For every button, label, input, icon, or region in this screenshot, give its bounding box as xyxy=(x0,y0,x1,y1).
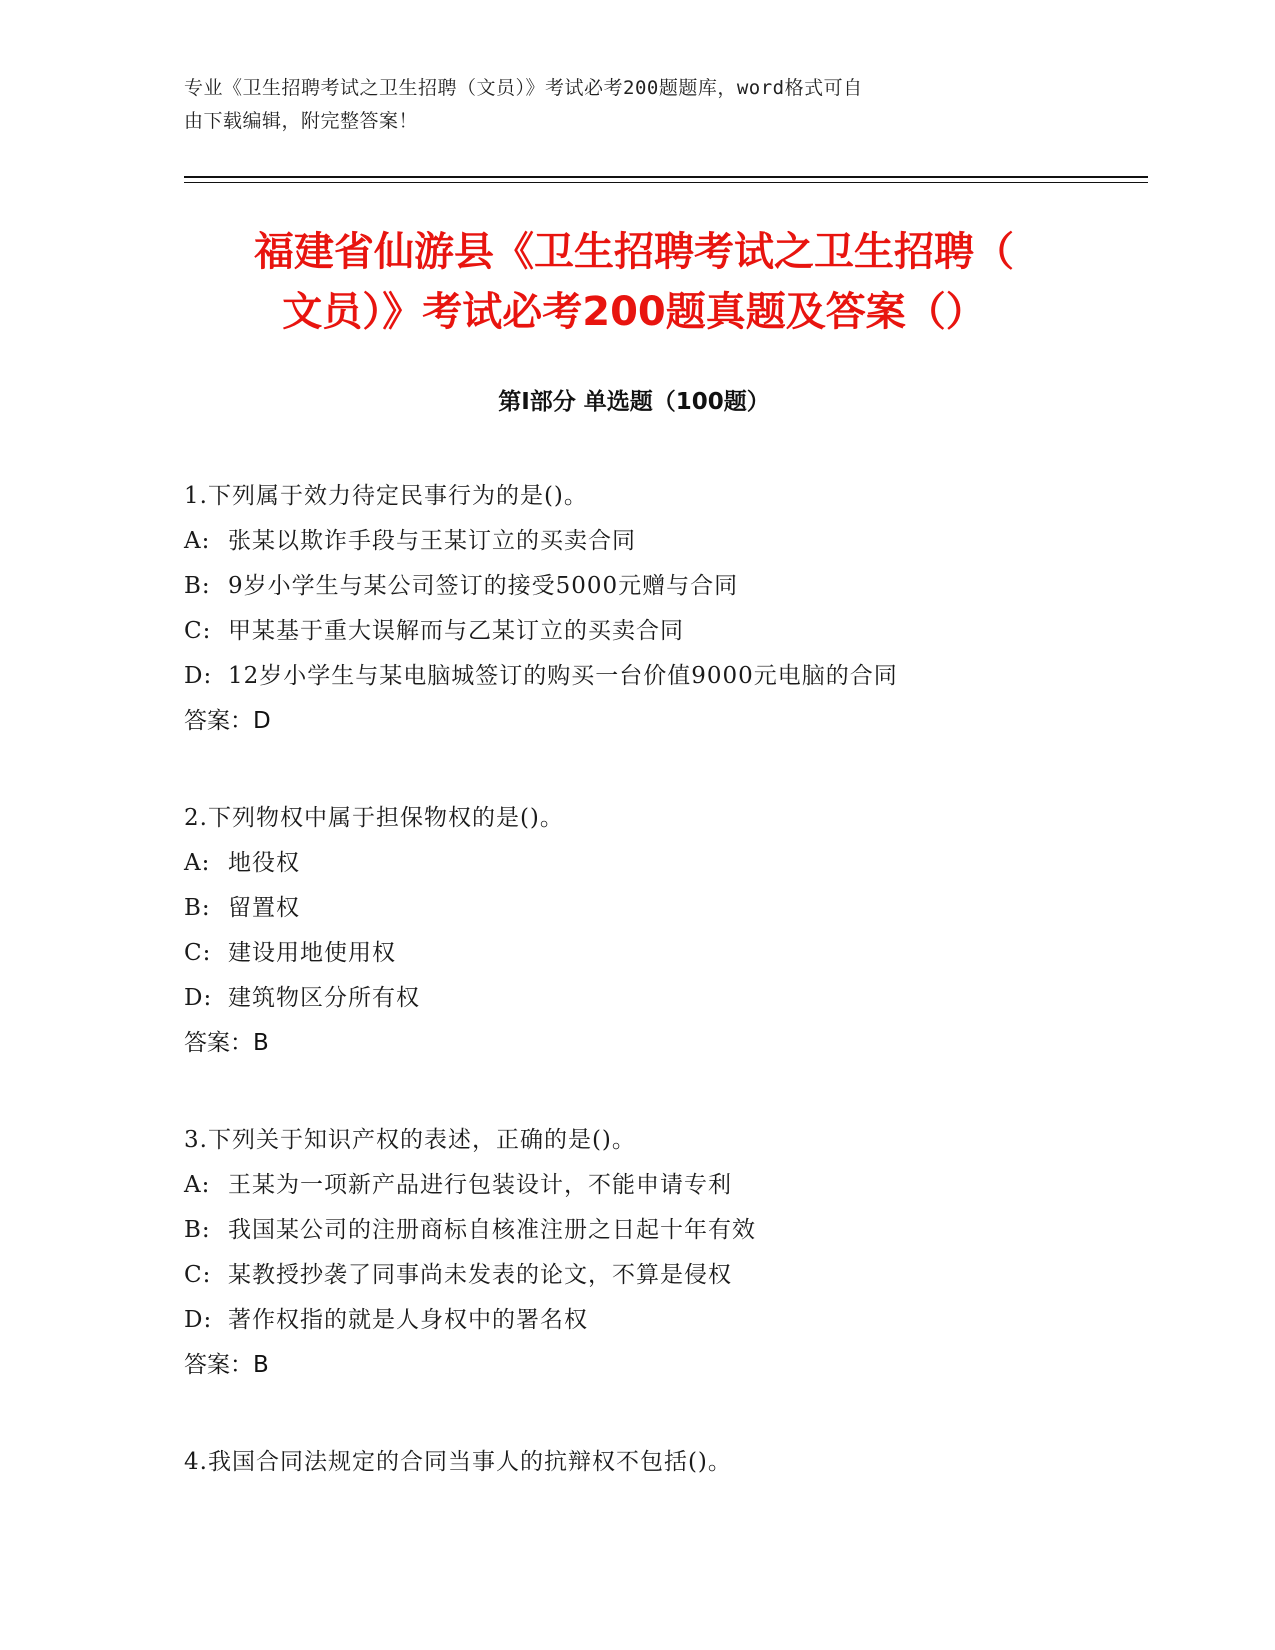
question-item xyxy=(184,1118,1104,1388)
question-option xyxy=(184,976,1104,1021)
question-option xyxy=(184,886,1104,931)
option-text: 建设用地使用权 xyxy=(228,940,396,966)
option-text: 建筑物区分所有权 xyxy=(228,985,420,1011)
option-text: 留置权 xyxy=(228,895,300,921)
header-note-line-2: 由下载编辑，附完整答案！ xyxy=(184,110,419,132)
option-key: D: xyxy=(184,985,213,1011)
option-key: A: xyxy=(184,1172,211,1198)
section-title: 第Ⅰ部分 单选题（100题） xyxy=(498,389,770,415)
question-list xyxy=(184,474,1104,1537)
option-key: A: xyxy=(184,850,211,876)
question-stem: 2.下列物权中属于担保物权的是()。 xyxy=(184,805,564,831)
question-option xyxy=(184,519,1104,564)
question-option xyxy=(184,654,1104,699)
option-text: 我国某公司的注册商标自核准注册之日起十年有效 xyxy=(228,1217,756,1243)
header-rule-thick xyxy=(184,176,1148,178)
option-key: C: xyxy=(184,618,212,644)
header-rule-thin xyxy=(184,182,1148,183)
question-stem: 1.下列属于效力待定民事行为的是()。 xyxy=(184,483,588,509)
question-answer: 答案：B xyxy=(184,1030,269,1056)
document-title-line-2: 文员）》考试必考200题真题及答案（） xyxy=(282,289,986,335)
option-text: 张某以欺诈手段与王某订立的买卖合同 xyxy=(228,528,636,554)
document-title xyxy=(184,222,1084,342)
question-option xyxy=(184,609,1104,654)
option-key: B: xyxy=(184,1217,211,1243)
document-title-line-1: 福建省仙游县《卫生招聘考试之卫生招聘（ xyxy=(254,229,1014,275)
question-item xyxy=(184,1440,1104,1485)
question-item xyxy=(184,796,1104,1066)
option-key: B: xyxy=(184,895,211,921)
option-key: A: xyxy=(184,528,211,554)
question-answer: 答案：D xyxy=(184,708,271,734)
question-option xyxy=(184,1163,1104,1208)
header-note xyxy=(184,72,1084,138)
question-option xyxy=(184,564,1104,609)
option-text: 著作权指的就是人身权中的署名权 xyxy=(228,1307,588,1333)
question-stem: 3.下列关于知识产权的表述，正确的是()。 xyxy=(184,1127,636,1153)
question-option xyxy=(184,841,1104,886)
header-note-line-1: 专业《卫生招聘考试之卫生招聘（文员）》考试必考200题题库，word格式可自 xyxy=(184,77,863,99)
option-text: 王某为一项新产品进行包装设计，不能申请专利 xyxy=(228,1172,732,1198)
option-text: 地役权 xyxy=(228,850,300,876)
option-key: D: xyxy=(184,1307,213,1333)
question-answer: 答案：B xyxy=(184,1352,269,1378)
question-stem: 4.我国合同法规定的合同当事人的抗辩权不包括()。 xyxy=(184,1449,732,1475)
option-key: C: xyxy=(184,1262,212,1288)
question-option xyxy=(184,1253,1104,1298)
question-option xyxy=(184,1298,1104,1343)
option-key: C: xyxy=(184,940,212,966)
option-text: 12岁小学生与某电脑城签订的购买一台价值9000元电脑的合同 xyxy=(228,663,898,689)
question-option xyxy=(184,1208,1104,1253)
option-text: 甲某基于重大误解而与乙某订立的买卖合同 xyxy=(228,618,684,644)
question-option xyxy=(184,931,1104,976)
option-text: 9岁小学生与某公司签订的接受5000元赠与合同 xyxy=(228,573,739,599)
option-text: 某教授抄袭了同事尚未发表的论文，不算是侵权 xyxy=(228,1262,732,1288)
option-key: B: xyxy=(184,573,211,599)
option-key: D: xyxy=(184,663,213,689)
question-item xyxy=(184,474,1104,744)
